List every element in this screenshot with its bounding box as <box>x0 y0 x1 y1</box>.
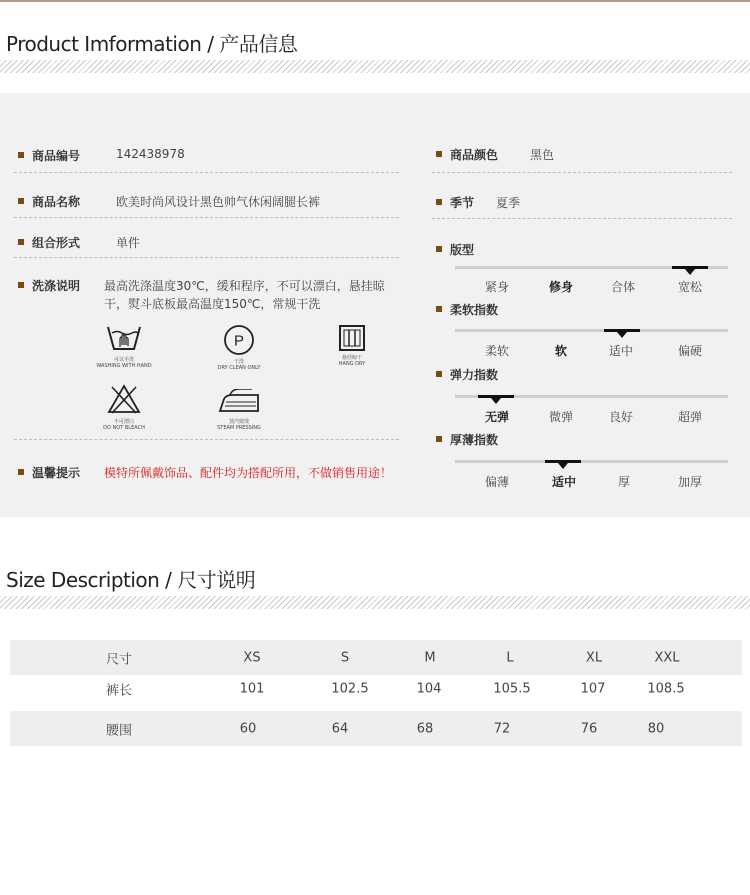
notice-value: 模特所佩戴饰品、配件均为搭配所用，不做销售用途！ <box>104 466 393 480</box>
steam-iron-icon <box>216 389 262 419</box>
scale-option: 微弹 <box>548 410 574 424</box>
dry-clean-icon <box>223 324 255 360</box>
scale-elasticity-label: 弹力指数 <box>450 368 499 382</box>
size-cell: 72 <box>493 721 511 736</box>
dashed-divider <box>14 439 399 440</box>
size-cell: 105.5 <box>493 681 531 696</box>
scale-option: 修身 <box>548 280 574 294</box>
bullet-icon <box>436 199 442 205</box>
scale-option: 适中 <box>608 344 634 358</box>
hang-dry-caption: 悬挂晾干 HANG DRY <box>338 355 366 367</box>
dashed-divider <box>432 172 732 173</box>
size-cell: 腰围 <box>106 723 133 738</box>
scale-fit-label: 版型 <box>450 243 475 257</box>
scale-option: 无弹 <box>484 410 510 424</box>
washing-value: 最高洗涤温度30℃，缓和程序，不可以漂白，悬挂晾干，熨斗底板最高温度150℃，常规干洗 <box>104 279 385 311</box>
hang-dry-icon <box>338 324 366 356</box>
hand-wash-icon <box>106 323 142 357</box>
scale-option: 加厚 <box>677 475 703 489</box>
bullet-icon <box>18 152 24 158</box>
color-label: 商品颜色 <box>450 148 499 162</box>
size-header-cell: XXL <box>654 650 680 665</box>
size-header-cell: XL <box>585 650 603 665</box>
scale-track <box>455 460 728 463</box>
table-row <box>10 671 742 706</box>
sku-value: 142438978 <box>116 147 185 161</box>
season-label: 季节 <box>450 196 475 210</box>
scale-option: 偏硬 <box>677 344 703 358</box>
scale-option: 良好 <box>608 410 634 424</box>
size-header-cell: M <box>424 650 436 665</box>
size-cell: 108.5 <box>647 681 685 696</box>
bullet-icon <box>436 371 442 377</box>
scale-marker-arrow <box>491 398 501 404</box>
scale-marker-arrow <box>558 463 568 469</box>
scale-track <box>455 329 728 332</box>
bullet-icon <box>436 306 442 312</box>
bullet-icon <box>18 469 24 475</box>
scale-option: 偏薄 <box>484 475 510 489</box>
dashed-divider <box>14 172 399 173</box>
size-cell: 104 <box>416 681 442 696</box>
name-value: 欧美时尚风设计黑色帅气休闲阔腿长裤 <box>116 195 321 209</box>
scale-option: 合体 <box>610 280 636 294</box>
scale-option: 厚 <box>617 475 631 489</box>
size-cell: 101 <box>239 681 265 696</box>
size-cell: 64 <box>331 721 349 736</box>
size-cell: 107 <box>580 681 606 696</box>
size-cell: 102.5 <box>331 681 369 696</box>
bullet-icon <box>18 198 24 204</box>
svg-text:P: P <box>233 332 245 350</box>
sku-label: 商品编号 <box>32 149 81 163</box>
size-cell: 60 <box>239 721 257 736</box>
size-table-header <box>10 640 742 675</box>
size-description-title: Size Description / 尺寸说明 <box>6 568 256 592</box>
steam-iron-caption: 蒸汽熨烫 STEAM PRESSING <box>217 419 261 431</box>
title-hatch-divider <box>0 60 750 73</box>
size-header-cell: XS <box>243 650 261 665</box>
scale-thickness-label: 厚薄指数 <box>450 433 499 447</box>
scale-option: 宽松 <box>677 280 703 294</box>
dashed-divider <box>14 257 399 258</box>
scale-option: 软 <box>554 344 568 358</box>
name-label: 商品名称 <box>32 195 81 209</box>
title-hatch-divider <box>0 596 750 609</box>
no-bleach-caption: 不可漂白 DO NOT BLEACH <box>103 419 145 431</box>
table-row <box>10 711 742 746</box>
season-value: 夏季 <box>496 196 521 210</box>
size-cell: 76 <box>580 721 598 736</box>
size-cell: 裤长 <box>106 683 133 698</box>
scale-marker-arrow <box>617 332 627 338</box>
combination-value: 单件 <box>116 236 141 250</box>
bullet-icon <box>18 239 24 245</box>
scale-option: 紧身 <box>484 280 510 294</box>
scale-marker-arrow <box>685 269 695 275</box>
size-cell: 80 <box>647 721 665 736</box>
bullet-icon <box>436 436 442 442</box>
product-info-title: Product Imformation / 产品信息 <box>6 32 298 56</box>
scale-option: 柔软 <box>484 344 510 358</box>
no-bleach-icon <box>106 383 142 419</box>
bullet-icon <box>18 282 24 288</box>
scale-option: 超弹 <box>677 410 703 424</box>
top-accent-line <box>0 0 750 2</box>
size-header-cell: L <box>506 650 514 665</box>
color-value: 黑色 <box>530 148 555 162</box>
bullet-icon <box>436 151 442 157</box>
hand-wash-caption: 可以手洗 WASHING WITH HAND <box>96 357 152 369</box>
combination-label: 组合形式 <box>32 236 81 250</box>
bullet-icon <box>436 246 442 252</box>
washing-label: 洗涤说明 <box>32 279 81 293</box>
product-info-panel <box>0 93 750 517</box>
dry-clean-caption: 干洗 DRY CLEAN ONLY <box>217 359 261 371</box>
scale-softness-label: 柔软指数 <box>450 303 499 317</box>
dashed-divider <box>14 217 399 218</box>
dashed-divider <box>432 218 732 219</box>
notice-label: 温馨提示 <box>32 466 81 480</box>
size-header-cell: 尺寸 <box>106 652 133 667</box>
size-cell: 68 <box>416 721 434 736</box>
size-header-cell: S <box>340 650 350 665</box>
scale-option: 适中 <box>551 475 577 489</box>
